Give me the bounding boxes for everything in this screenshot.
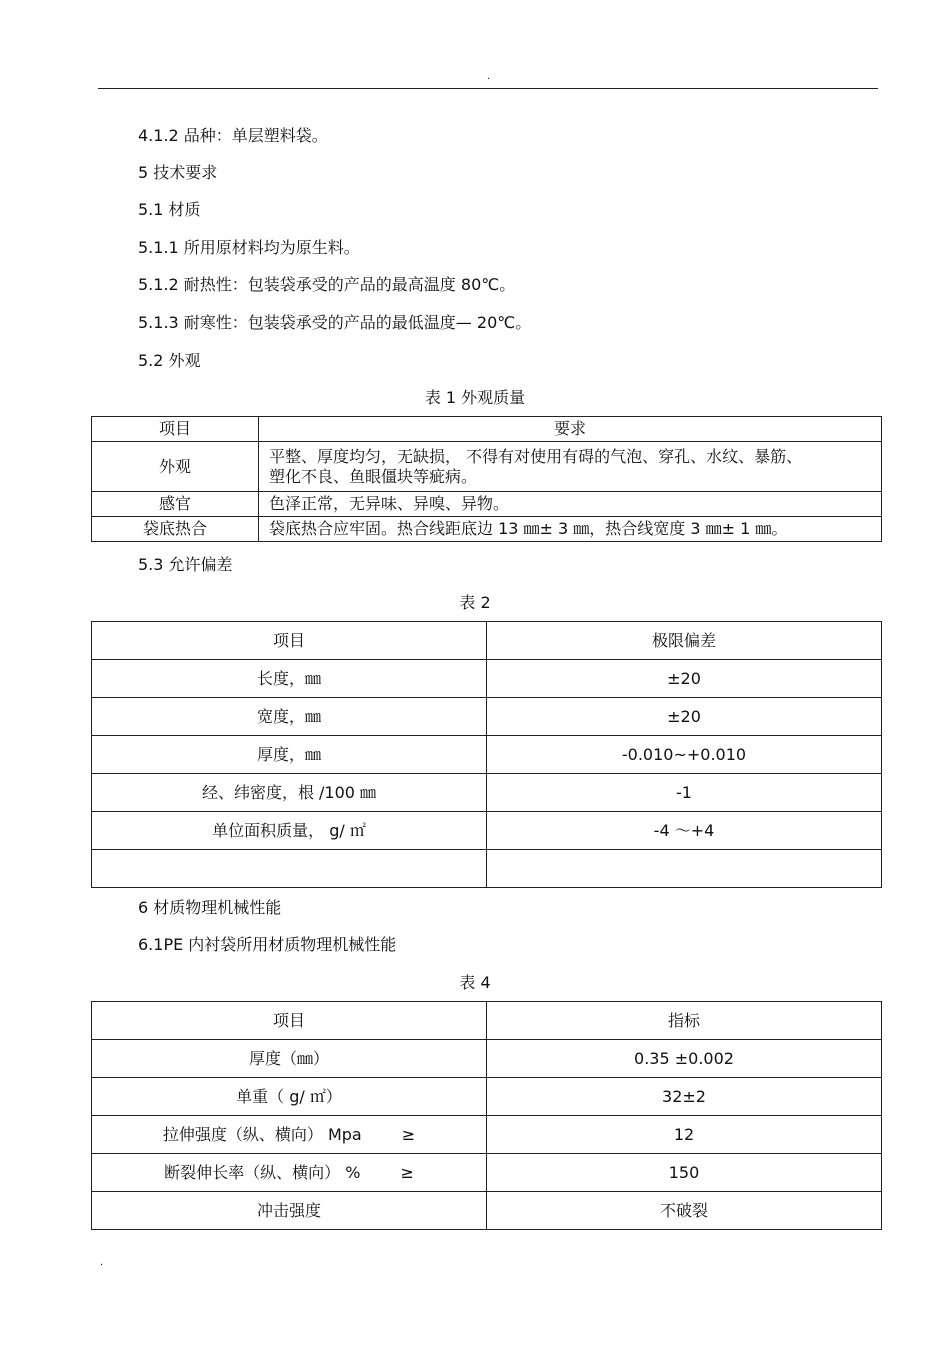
table3-cell [92,1116,487,1154]
table2-cell-empty [92,850,487,888]
table3-cell: 150 [487,1154,882,1192]
table3-cell: 单重（ g/ ㎡） [92,1078,487,1116]
table2-cell: 宽度，㎜ [92,698,487,736]
header-rule [98,88,878,89]
table3-cell: 32±2 [487,1078,882,1116]
table3-header-item: 项目 [92,1002,487,1040]
table3-cell: 0.35 ±0.002 [487,1040,882,1078]
para-5-1-2: 5.1.2 耐热性：包装袋承受的产品的最高温度 80℃。 [138,275,516,294]
table2-cell: 经、纬密度，根 /100 ㎜ [92,774,487,812]
heading-6-1: 6.1PE 内衬袋所用材质物理机械性能 [138,935,397,954]
table2-cell: ±20 [487,660,882,698]
table1-cell [259,442,882,492]
table2-cell: ±20 [487,698,882,736]
table2-header-deviation: 极限偏差 [487,622,882,660]
table2-cell: 厚度，㎜ [92,736,487,774]
table2-caption: 表 2 [459,593,491,612]
table2-cell: -4 ～+4 [487,812,882,850]
table3-cell [92,1154,487,1192]
appearance-quality-table [91,416,882,542]
heading-6: 6 材质物理机械性能 [138,898,282,917]
table1-cell-line: 平整、厚度均匀，无缺损， 不得有对使用有碍的气泡、穿孔、水纹、暴筋、 [269,446,803,466]
heading-5-2: 5.2 外观 [138,351,201,370]
table1-header-requirement: 要求 [259,417,882,442]
table3-cell-symbol: ≥ [401,1124,416,1144]
table3-cell: 12 [487,1116,882,1154]
table3-cell-label: 断裂伸长率（纵、横向） % [164,1162,361,1182]
table3-header-index: 指标 [487,1002,882,1040]
table1-cell: 袋底热合 [92,517,259,542]
para-5-1-3: 5.1.3 耐寒性：包装袋承受的产品的最低温度— 20℃。 [138,313,532,332]
table2-cell: 长度，㎜ [92,660,487,698]
table1-cell: 感官 [92,492,259,517]
table3-cell-label: 拉伸强度（纵、横向） Mpa [162,1124,362,1144]
table2-cell-empty [487,850,882,888]
table2-cell: -1 [487,774,882,812]
table1-cell: 色泽正常，无异味、异嗅、异物。 [259,492,882,517]
table3-caption: 表 4 [459,973,491,992]
table1-caption: 表 1 外观质量 [424,388,526,407]
pe-liner-properties-table [91,1001,882,1230]
table2-cell: 单位面积质量， g/ ㎡ [92,812,487,850]
heading-5-3: 5.3 允许偏差 [138,555,233,574]
footer-dot: . [100,1257,104,1268]
table3-cell: 冲击强度 [92,1192,487,1230]
table1-header-item: 项目 [92,417,259,442]
para-5-1-1: 5.1.1 所用原材料均为原生料。 [138,238,360,257]
heading-5: 5 技术要求 [138,163,218,182]
table3-cell: 不破裂 [487,1192,882,1230]
table2-cell: -0.010~+0.010 [487,736,882,774]
table3-cell-symbol: ≥ [400,1162,414,1182]
tolerance-table [91,621,882,888]
table1-cell-line: 塑化不良、鱼眼僵块等疵病。 [269,466,478,486]
header-dot: . [487,71,491,82]
table1-cell: 外观 [92,442,259,492]
table3-cell: 厚度（㎜） [92,1040,487,1078]
table2-header-item: 项目 [92,622,487,660]
heading-5-1: 5.1 材质 [138,200,201,219]
para-4-1-2: 4.1.2 品种：单层塑料袋。 [138,126,328,145]
table1-cell: 袋底热合应牢固。热合线距底边 13 ㎜± 3 ㎜，热合线宽度 3 ㎜± 1 ㎜。 [259,517,882,542]
